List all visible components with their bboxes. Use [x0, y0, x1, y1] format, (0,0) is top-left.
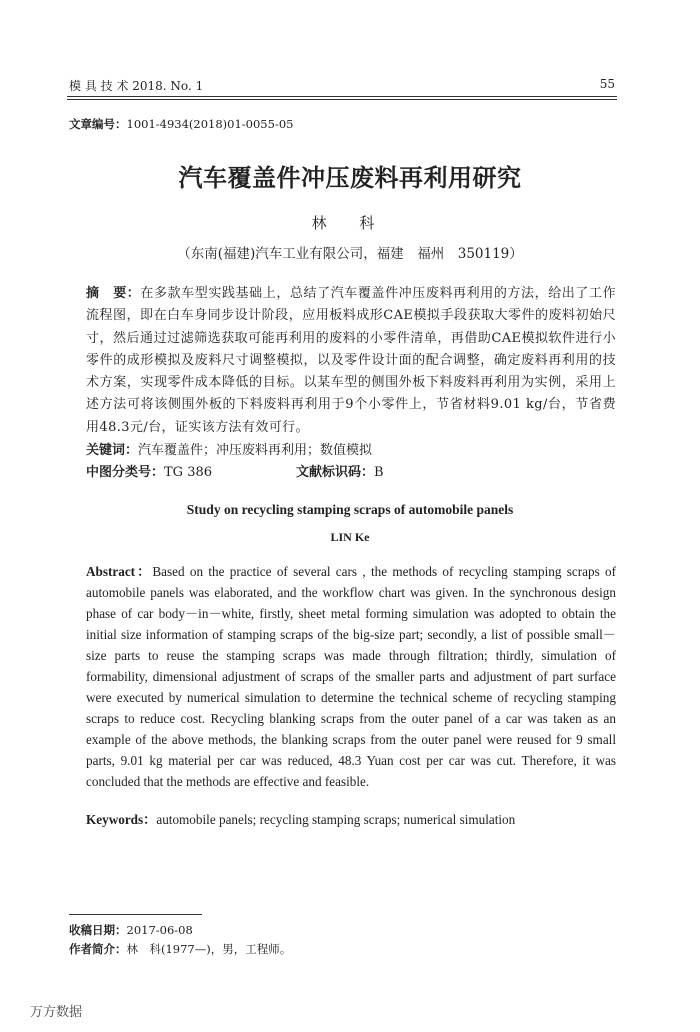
abstract-cn-label: 摘 要：	[86, 286, 141, 301]
author-chinese: 林 科	[311, 214, 389, 232]
abstract-chinese	[86, 283, 616, 439]
abstract-en-label: Abstract：	[86, 564, 153, 579]
keywords-en-text: automobile panels; recycling stamping scraps; numerical simulation	[156, 812, 516, 827]
article-number-value: 1001-4934(2018)01-0055-05	[126, 117, 294, 131]
title-chinese: 汽车覆盖件冲压废料再利用研究	[178, 164, 522, 192]
doc-code-value: B	[374, 465, 384, 480]
abstract-cn-text: 在多款车型实践基础上，总结了汽车覆盖件冲压废料再利用的方法，给出了工作流程图，即在白车身同步设计阶段，应用板料成形CAE模拟手段获取大零件的废料初始尺寸，然后通过过滤筛选获取可能再利用的废料的小零件清单，再借助CAE模拟软件进行小零件的成形模拟及废料尺寸调整模拟，以及零件设计面的配合调整，确定废料再利用的技术方案，实现零件成本降低的目标。以某车型的侧围外板下料废料再利用为实例，采用上述方法可将该侧围外板的下料废料再利用于9个小零件上，节省材料9.01 kg/台，节省费用48.3元/台，证实该方法有效可行。	[86, 286, 616, 435]
footnote-rule	[69, 914, 202, 915]
abstract-english	[86, 561, 616, 792]
cls-label: 中图分类号：	[86, 465, 165, 480]
keywords-en-label: Keywords：	[86, 812, 157, 827]
article-number	[69, 116, 293, 132]
keywords-cn-text: 汽车覆盖件；冲压废料再利用；数值模拟	[138, 443, 373, 458]
title-english: Study on recycling stamping scraps of automobile panels	[186, 502, 514, 517]
page-number: 55	[599, 77, 615, 91]
cls-value: TG 386	[164, 465, 213, 480]
keywords-english	[86, 809, 515, 828]
header-rule-thin	[67, 99, 617, 100]
bio-text: 林 科(1977—)，男，工程师。	[126, 942, 292, 956]
affiliation-chinese: （东南(福建)汽车工业有限公司，福建 福州 350119）	[177, 246, 523, 262]
received-date: 2017-06-08	[126, 923, 193, 937]
footnote-received	[69, 922, 193, 938]
journal-issue: 模 具 技 术 2018. No. 1	[69, 79, 204, 93]
keywords-chinese	[86, 439, 372, 458]
keywords-cn-label: 关键词：	[86, 443, 139, 458]
page-header	[69, 77, 615, 94]
classification-line	[86, 461, 384, 480]
wanfang-watermark: 万方数据	[30, 1005, 83, 1020]
received-label: 收稿日期：	[69, 923, 127, 937]
author-english: LIN Ke	[330, 530, 370, 544]
doc-code-label: 文献标识码：	[296, 465, 375, 480]
abstract-en-text: Based on the practice of several cars , the methods of recycling stamping scraps of automobile panels was elaborated, and the workflow chart was given. In the synchronous design phase of car body－in－white, firstly, sheet metal forming simulation was adopted to obtain the initial size information of stamping scraps of the big-size part; secondly, a list of possible small－size parts to reuse the stamping scraps was made through filtration; thirdly, simulation of formability, dimensional adjustment of scraps of the smaller parts and adjustment of part surface were executed by numerical simulation to determine the technical scheme of recycling stamping scraps to reduce cost. Recycling blanking scraps from the outer panel of a car was taken as an example of the above methods, the blanking scraps from the outer panel were reused for 9 small parts, 9.01 kg material per car was reduced, 48.3 Yuan cost per car was cut. Therefore, it was concluded that the methods are effective and feasible.	[86, 564, 616, 789]
footnote-author-bio	[69, 941, 291, 957]
bio-label: 作者简介：	[69, 942, 127, 956]
header-rule-thick	[67, 96, 617, 97]
article-number-label: 文章编号：	[69, 117, 127, 131]
